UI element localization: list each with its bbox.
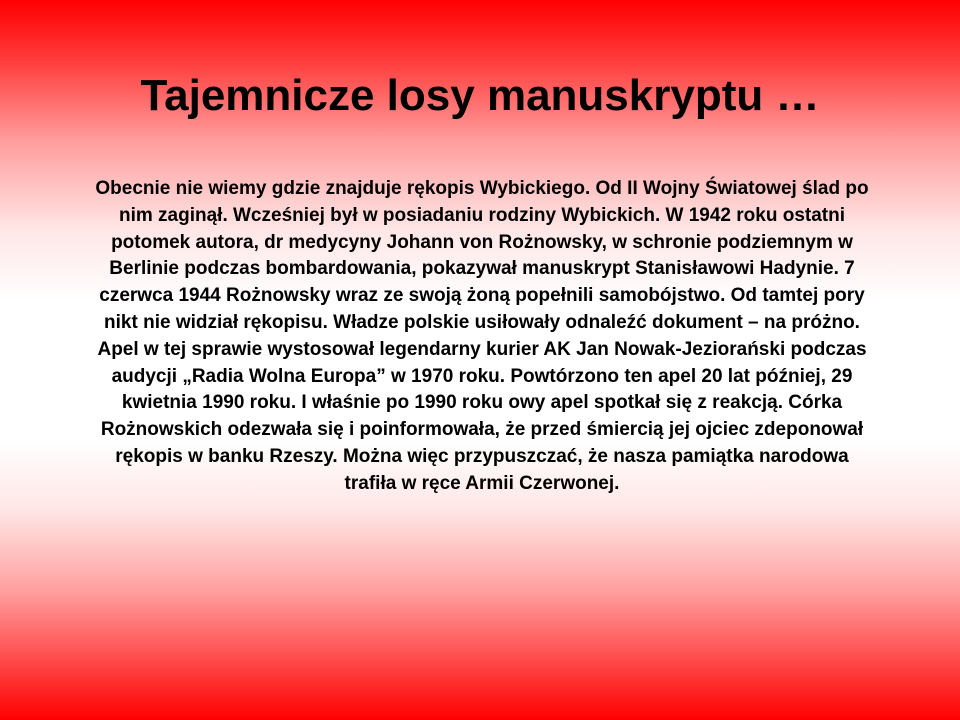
slide-body-text: Obecnie nie wiemy gdzie znajduje rękopis Wybickiego. Od II Wojny Światowej ślad po nim zaginął. Wcześniej był w posiadaniu rodziny Wybickich. W 1942 roku ostatni potomek autora, dr medycyny Johann von Rożnowsky, w schronie podziemnym w Berlinie podczas bombardowania, pokazywał manuskrypt Stanisławowi Hadynie. 7 czerwca 1944 Rożnowsky wraz ze swoją żoną popełnili samobójstwo. Od tamtej pory nikt nie widział rękopisu. Władze polskie usiłowały odnaleźć dokument – na próżno. Apel w tej sprawie wystosował legendarny kurier AK Jan Nowak-Jeziorański podczas audycji „Radia Wolna Europa” w 1970 roku. Powtórzono ten apel 20 lat później, 29 kwietnia 1990 roku. I właśnie po 1990 roku owy apel spotkał się z reakcją. Córka Rożnowskich odezwała się i poinformowała, że przed śmiercią jej ojciec zdeponował rękopis w banku Rzeszy. Można więc przypuszczać, że nasza pamiątka narodowa trafiła w ręce Armii Czerwonej. [95,178,869,494]
slide-title: Tajemnicze losy manuskryptu … [140,71,820,120]
